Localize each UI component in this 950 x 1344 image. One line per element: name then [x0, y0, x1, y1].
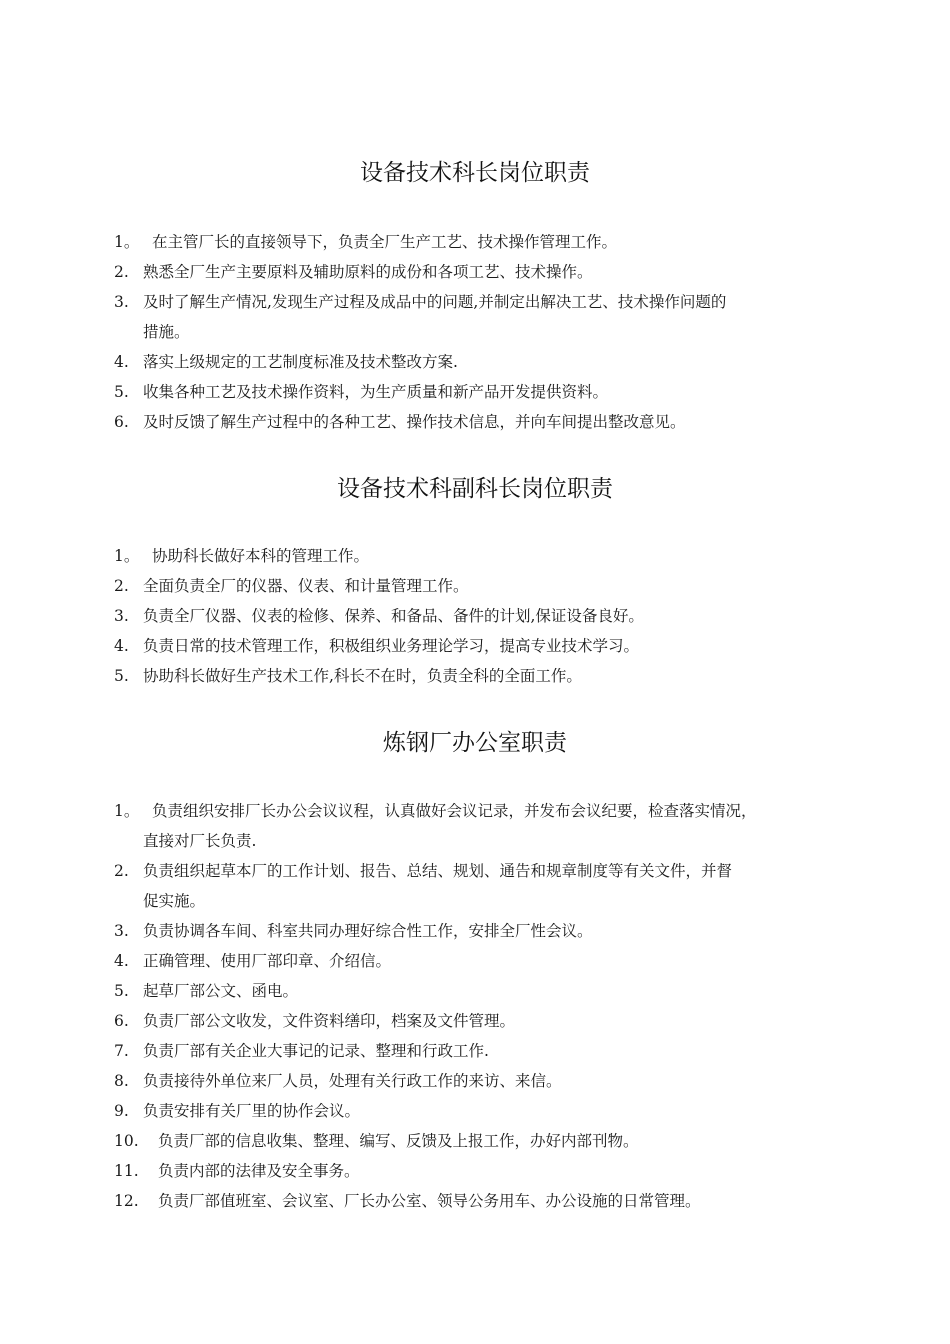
item-text: 协助科长做好本科的管理工作。: [152, 547, 370, 565]
item-number: 12.: [114, 1192, 139, 1210]
item-number: 3.: [114, 293, 129, 311]
list-item: [114, 541, 904, 571]
list-item: [114, 916, 904, 946]
list-item: [114, 1006, 904, 1036]
item-text-line2: 促实施。: [143, 892, 206, 910]
item-number: 1。: [114, 547, 140, 565]
item-number: 1。: [114, 233, 140, 251]
list-item: [114, 631, 904, 661]
item-number: 6.: [114, 413, 129, 431]
section-list-3: [114, 796, 904, 1216]
list-item: [114, 601, 904, 631]
list-item: [114, 1186, 904, 1216]
list-item: [114, 661, 904, 691]
item-text: 正确管理、使用厂部印章、介绍信。: [143, 952, 392, 970]
item-text: 落实上级规定的工艺制度标准及技术整改方案.: [143, 353, 458, 371]
list-item: [114, 856, 904, 916]
item-number: 5.: [114, 982, 129, 1000]
item-number: 4.: [114, 637, 129, 655]
item-number: 7.: [114, 1042, 129, 1060]
item-number: 2.: [114, 263, 129, 281]
item-text: 起草厂部公文、函电。: [143, 982, 299, 1000]
list-item: [114, 377, 904, 407]
item-text: 负责厂部值班室、会议室、厂长办公室、领导公务用车、办公设施的日常管理。: [158, 1192, 701, 1210]
item-text: 负责日常的技术管理工作，积极组织业务理论学习，提高专业技术学习。: [143, 637, 640, 655]
item-number: 5.: [114, 667, 129, 685]
item-text-line1: 负责组织安排厂长办公会议议程，认真做好会议记录，并发布会议纪要，检查落实情况，: [152, 802, 757, 820]
item-text: 负责全厂仪器、仪表的检修、保养、和备品、备件的计划,保证设备良好。: [143, 607, 644, 625]
item-number: 4.: [114, 952, 129, 970]
list-item: [114, 796, 904, 856]
list-item: [114, 347, 904, 377]
list-item: [114, 946, 904, 976]
item-text: 收集各种工艺及技术操作资料，为生产质量和新产品开发提供资料。: [143, 383, 609, 401]
item-text: 负责协调各车间、科室共同办理好综合性工作，安排全厂性会议。: [143, 922, 593, 940]
item-text: 及时反馈了解生产过程中的各种工艺、操作技术信息，并向车间提出整改意见。: [143, 413, 686, 431]
item-text: 负责接待外单位来厂人员，处理有关行政工作的来访、来信。: [143, 1072, 562, 1090]
item-number: 9.: [114, 1102, 129, 1120]
item-number: 8.: [114, 1072, 129, 1090]
item-text: 在主管厂长的直接领导下，负责全厂生产工艺、技术操作管理工作。: [152, 233, 618, 251]
section-list-1: [114, 227, 904, 437]
section-list-2: [114, 541, 904, 691]
item-text: 负责厂部的信息收集、整理、编写、反馈及上报工作，办好内部刊物。: [158, 1132, 639, 1150]
item-text: 协助科长做好生产技术工作,科长不在时，负责全科的全面工作。: [143, 667, 582, 685]
list-item: [114, 1126, 904, 1156]
list-item: [114, 287, 904, 347]
item-number: 1。: [114, 802, 140, 820]
section-title-2: 设备技术科副科长岗位职责: [337, 476, 613, 502]
item-text: 负责厂部公文收发，文件资料缮印，档案及文件管理。: [143, 1012, 516, 1030]
item-text: 负责内部的法律及安全事务。: [158, 1162, 360, 1180]
item-text: 全面负责全厂的仪器、仪表、和计量管理工作。: [143, 577, 469, 595]
item-text-line1: 及时了解生产情况,发现生产过程及成品中的问题,并制定出解决工艺、技术操作问题的: [143, 293, 727, 311]
item-number: 10.: [114, 1132, 139, 1150]
section-title-3: 炼钢厂办公室职责: [383, 730, 567, 756]
item-text-line2: 措施。: [143, 323, 190, 341]
list-item: [114, 257, 904, 287]
item-number: 5.: [114, 383, 129, 401]
item-number: 3.: [114, 607, 129, 625]
list-item: [114, 1096, 904, 1126]
item-text: 负责厂部有关企业大事记的记录、整理和行政工作.: [143, 1042, 489, 1060]
item-number: 6.: [114, 1012, 129, 1030]
item-text-line2: 直接对厂长负责.: [143, 832, 257, 850]
list-item: [114, 1036, 904, 1066]
list-item: [114, 1156, 904, 1186]
item-text: 熟悉全厂生产主要原料及辅助原料的成份和各项工艺、技术操作。: [143, 263, 593, 281]
item-text: 负责安排有关厂里的协作会议。: [143, 1102, 361, 1120]
list-item: [114, 571, 904, 601]
section-title-1: 设备技术科长岗位职责: [360, 160, 590, 186]
item-text-line1: 负责组织起草本厂的工作计划、报告、总结、规划、通告和规章制度等有关文件，并督: [143, 862, 733, 880]
item-number: 2.: [114, 577, 129, 595]
item-number: 11.: [114, 1162, 139, 1180]
item-number: 3.: [114, 922, 129, 940]
item-number: 4.: [114, 353, 129, 371]
item-number: 2.: [114, 862, 129, 880]
list-item: [114, 407, 904, 437]
list-item: [114, 976, 904, 1006]
list-item: [114, 1066, 904, 1096]
list-item: [114, 227, 904, 257]
